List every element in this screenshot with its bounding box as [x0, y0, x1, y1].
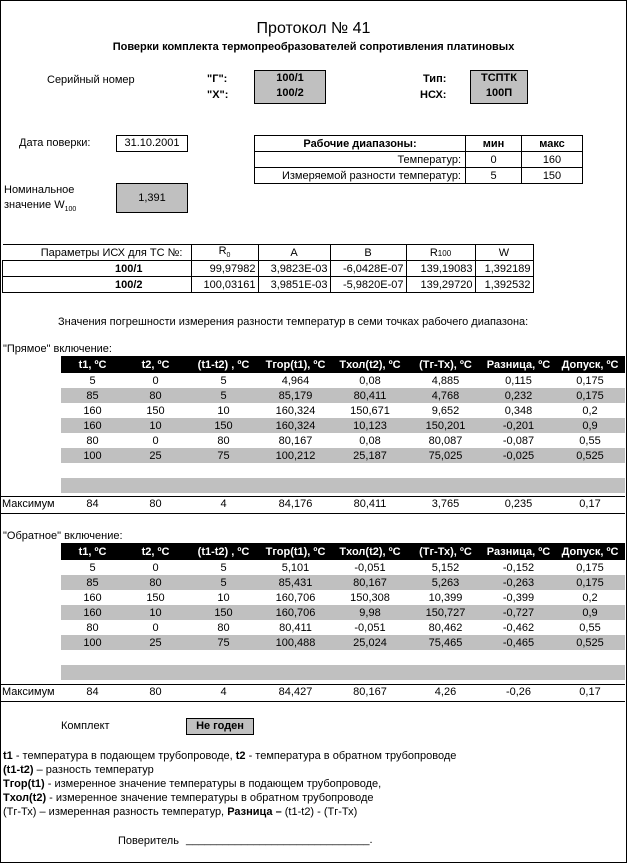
cell: 10,399	[428, 591, 463, 604]
cell: 4,768	[409, 388, 482, 403]
cell: 5	[220, 561, 227, 574]
page-title: Протокол № 41	[256, 20, 371, 37]
cell: -0,462	[502, 621, 535, 634]
cell: 0,2	[582, 591, 598, 604]
legend-text: (t1-t2) - (Тг-Тх)	[281, 806, 358, 818]
direct-h-diff: (t1-t2) , ºC	[187, 356, 260, 373]
direct-h-tgor: Tгор(t1), ºC	[260, 356, 331, 373]
ranges-max-header: макс	[522, 136, 583, 152]
cell: 75,025	[409, 448, 482, 463]
cell: 0,2	[582, 404, 598, 417]
legend-text: - измеренное значение температуры в подающем трубопроводе,	[44, 778, 382, 790]
cell: -0,26	[505, 686, 532, 698]
legend-text: – разность температур	[33, 764, 154, 776]
ranges-table	[254, 135, 583, 184]
serial-label: Серийный номер	[47, 74, 135, 86]
cell: 100	[61, 448, 124, 463]
page-subtitle: Поверки комплекта термопреобразователей сопротивления платиновых	[112, 41, 515, 53]
cell: 25,187	[331, 448, 409, 463]
cell: -0,087	[502, 434, 535, 447]
cell: 5	[187, 388, 260, 403]
params-h-r0-sub: 0	[226, 252, 231, 260]
cell: 160	[83, 591, 102, 604]
cell: 80	[217, 621, 230, 634]
table-row	[61, 635, 625, 650]
params-h-r0-text: R	[218, 245, 227, 258]
range-min-diff: 5	[466, 168, 522, 184]
params-h-r100	[406, 245, 475, 261]
cell: 0,525	[555, 635, 625, 650]
cell: 9,98	[331, 605, 409, 620]
reverse-header-row	[61, 543, 625, 560]
cell: 5,263	[409, 575, 482, 590]
table-row	[61, 388, 625, 403]
cell: 80,087	[428, 434, 463, 447]
reverse-h-tgtx: (Тг-Тх), ºC	[409, 543, 482, 560]
reverse-h-diff: (t1-t2) , ºC	[187, 543, 260, 560]
cell: 80	[149, 498, 162, 510]
cell: 0,175	[555, 388, 625, 403]
legend-line-1	[3, 750, 456, 762]
cell: 100,488	[260, 635, 331, 650]
verifier-label: Поверитель	[118, 835, 179, 847]
legend-term: Tхол(t2)	[3, 792, 47, 804]
cell: 0,175	[576, 561, 604, 574]
cell: 10	[217, 404, 230, 417]
cell: 0,175	[555, 575, 625, 590]
cell: 80	[217, 434, 230, 447]
range-max-temp: 160	[522, 152, 583, 168]
cell: -0,051	[354, 621, 386, 634]
ranges-header: Рабочие диапазоны:	[255, 136, 466, 152]
cell: 0,9	[555, 418, 625, 433]
cell: 80,411	[331, 388, 409, 403]
legend-line-4	[3, 792, 374, 804]
table-row-empty	[61, 463, 625, 478]
cell: -0,727	[482, 605, 555, 620]
legend-term: t2	[235, 750, 246, 762]
table-row	[61, 620, 625, 635]
reverse-h-raznica: Разница, ºC	[482, 543, 555, 560]
cell: 0	[152, 561, 159, 574]
date-label: Дата поверки:	[19, 137, 91, 149]
cell: 80,167	[278, 434, 313, 447]
cell: -0,465	[482, 635, 555, 650]
serial-g-label: "Г":	[207, 73, 228, 85]
cell: 25,024	[331, 635, 409, 650]
legend-text: - температура в подающем трубопроводе,	[12, 750, 236, 762]
range-label-diff: Измеряемой разности температур:	[255, 168, 466, 184]
nsh-value: 100П	[485, 87, 513, 99]
reverse-h-tgor: Tгор(t1), ºC	[260, 543, 331, 560]
params-row2-b: -5,9820E-07	[330, 277, 406, 293]
cell: 0,17	[579, 686, 601, 698]
cell: 160,324	[260, 418, 331, 433]
params-h-a: A	[258, 245, 330, 261]
cell: 0,55	[579, 434, 601, 447]
reverse-max-label: Максимум	[2, 686, 55, 698]
cell: 4,26	[434, 686, 457, 698]
cell: 5	[187, 575, 260, 590]
cell: 10,123	[331, 418, 409, 433]
cell: -0,152	[502, 561, 535, 574]
params-table	[2, 244, 534, 293]
table-row-empty	[61, 478, 625, 493]
cell: 80,411	[279, 621, 312, 634]
legend-text: (Тг-Тх) – измеренная разность температур,	[3, 806, 228, 818]
cell: 84	[86, 686, 99, 698]
table-row	[61, 418, 625, 433]
cell: -0,025	[482, 448, 555, 463]
cell: 0,55	[579, 621, 601, 634]
serial-x-label: "Х":	[207, 89, 229, 101]
cell: 150	[146, 404, 165, 417]
reverse-max-row	[0, 684, 625, 702]
type-label: Тип:	[423, 73, 447, 85]
params-h-r0	[191, 245, 258, 261]
direct-table	[61, 356, 625, 493]
komplekt-status-badge: Не годен	[186, 718, 254, 735]
cell: 4,885	[431, 374, 460, 387]
cell: 160	[61, 605, 124, 620]
reverse-label: "Обратное" включение:	[3, 530, 123, 542]
cell: 160,706	[260, 605, 331, 620]
cell: 160,324	[275, 404, 316, 417]
cell: 160	[61, 418, 124, 433]
cell: 80	[149, 686, 162, 698]
cell: 5	[89, 374, 96, 387]
legend-text: - измеренное значение температуры в обратном трубопроводе	[46, 792, 374, 804]
legend-line-2	[3, 764, 154, 776]
params-row1-a: 3,9823E-03	[258, 261, 330, 277]
direct-h-thol: Tхол(t2), ºC	[331, 356, 409, 373]
cell: 85,431	[260, 575, 331, 590]
serial-x-value: 100/2	[276, 87, 304, 99]
params-row2-w: 1,392532	[475, 277, 533, 293]
cell: 80,411	[353, 498, 387, 510]
cell: 0	[152, 621, 159, 634]
table-row	[61, 605, 625, 620]
cell: 0,525	[555, 448, 625, 463]
serial-values-box	[254, 70, 326, 104]
cell: 0,348	[504, 404, 533, 417]
cell: 80	[124, 575, 187, 590]
cell: 100	[61, 635, 124, 650]
table-row-empty	[61, 650, 625, 665]
cell: 150	[146, 591, 165, 604]
params-h-r100-sub: 100	[437, 248, 452, 258]
cell: 0,08	[359, 434, 381, 447]
legend-term: t1	[3, 750, 13, 762]
cell: 84,427	[278, 686, 313, 698]
cell: 80	[86, 434, 99, 447]
legend-term: Tгор(t1)	[3, 778, 45, 790]
cell: 150,671	[350, 404, 390, 417]
cell: 80,462	[428, 621, 463, 634]
cell: 4,964	[281, 374, 310, 387]
range-min-temp: 0	[466, 152, 522, 168]
cell: 75,465	[409, 635, 482, 650]
params-row1-r100: 139,19083	[406, 261, 475, 277]
cell: 150,727	[409, 605, 482, 620]
cell: 160	[83, 404, 102, 417]
reverse-h-thol: Tхол(t2), ºC	[331, 543, 409, 560]
table-row	[61, 403, 625, 418]
direct-h-t1: t1, ºC	[61, 356, 124, 373]
cell: 84,176	[278, 498, 313, 510]
cell: -0,399	[502, 591, 535, 604]
direct-h-dopusk: Допуск, ºC	[555, 356, 625, 373]
reverse-table	[61, 543, 625, 680]
cell: 10	[124, 605, 187, 620]
cell: 25	[124, 635, 187, 650]
direct-max-label: Максимум	[2, 498, 55, 510]
cell: 5,101	[281, 561, 310, 574]
direct-h-t2: t2, ºC	[124, 356, 187, 373]
params-h-r100-text: R	[429, 246, 438, 259]
params-label: Параметры ИСХ для ТС №:	[40, 246, 183, 259]
cell: 10	[124, 418, 187, 433]
cell: 85,179	[260, 388, 331, 403]
cell: 0,115	[505, 374, 532, 387]
cell: -0,051	[354, 561, 386, 574]
cell: 0,235	[504, 498, 533, 510]
reverse-h-t2: t2, ºC	[124, 543, 187, 560]
cell: -0,201	[482, 418, 555, 433]
cell: 75	[187, 448, 260, 463]
cell: 150	[187, 605, 260, 620]
cell: 84	[86, 498, 99, 510]
cell: 80,167	[353, 686, 387, 698]
komplekt-label: Комплект	[61, 720, 110, 732]
cell: 25	[124, 448, 187, 463]
cell: 0,08	[359, 374, 381, 387]
table-row-empty	[61, 665, 625, 680]
direct-h-raznica: Разница, ºC	[482, 356, 555, 373]
cell: 4	[220, 498, 227, 510]
cell: 80	[86, 621, 99, 634]
cell: 10	[217, 591, 230, 604]
nsh-label: НСХ:	[420, 89, 447, 101]
direct-header-row	[61, 356, 625, 373]
nominal-label-line1: Номинальное	[4, 184, 75, 196]
table-row	[61, 575, 625, 590]
cell: 5,152	[431, 561, 460, 574]
serial-g-value: 100/1	[276, 72, 304, 84]
cell: 150	[187, 418, 260, 433]
cell: 80,167	[331, 575, 409, 590]
params-row2-r0: 100,03161	[191, 277, 258, 293]
table-row	[61, 560, 625, 575]
table-row	[61, 590, 625, 605]
cell: 150,201	[409, 418, 482, 433]
table-row	[61, 448, 625, 463]
cell: 9,652	[431, 404, 460, 417]
direct-h-tgtx: (Тг-Тх), ºC	[409, 356, 482, 373]
date-value: 31.10.2001	[116, 135, 188, 152]
cell: 0	[152, 434, 159, 447]
legend-line-5	[3, 806, 357, 818]
reverse-h-t1: t1, ºC	[61, 543, 124, 560]
cell: 0,232	[482, 388, 555, 403]
nominal-label-line2	[4, 199, 76, 213]
cell: 85	[61, 388, 124, 403]
cell: 160,706	[275, 591, 316, 604]
legend-term: (t1-t2)	[3, 764, 34, 776]
cell: 100,212	[260, 448, 331, 463]
cell: 80	[124, 388, 187, 403]
params-h-b: B	[330, 245, 406, 261]
cell: 3,765	[431, 498, 460, 510]
params-row1-r0: 99,97982	[191, 261, 258, 277]
params-row2-id: 100/2	[3, 277, 192, 293]
table-row	[61, 433, 625, 448]
params-row1-id: 100/1	[3, 261, 192, 277]
type-value: ТСПТК	[480, 72, 517, 84]
legend-line-3	[3, 778, 381, 790]
cell: 4	[220, 686, 227, 698]
legend-term: Разница –	[227, 806, 282, 818]
cell: 0,175	[576, 374, 604, 387]
cell: -0,263	[482, 575, 555, 590]
params-row2-r100: 139,29720	[406, 277, 475, 293]
cell: 5	[89, 561, 96, 574]
nominal-value: 1,391	[116, 183, 188, 213]
direct-max-row	[0, 496, 625, 514]
errors-note: Значения погрешности измерения разности температур в семи точках рабочего диапазона:	[58, 316, 529, 328]
cell: 75	[187, 635, 260, 650]
nominal-label-sub: 100	[64, 206, 77, 214]
cell: 0,17	[579, 498, 601, 510]
cell: 0,9	[555, 605, 625, 620]
reverse-h-dopusk: Допуск, ºC	[555, 543, 625, 560]
params-row1-b: -6,0428E-07	[330, 261, 406, 277]
range-max-diff: 150	[522, 168, 583, 184]
legend-text: - температура в обратном трубопроводе	[245, 750, 457, 762]
cell: 5	[220, 374, 227, 387]
nominal-label-text: значение W	[4, 199, 65, 211]
ranges-min-header: мин	[466, 136, 522, 152]
params-row2-a: 3,9851E-03	[258, 277, 330, 293]
cell: 85	[61, 575, 124, 590]
table-row	[61, 373, 625, 388]
verifier-signature-line: ______________________________.	[186, 834, 373, 846]
params-row1-w: 1,392189	[475, 261, 533, 277]
type-nsh-box	[470, 70, 528, 104]
cell: 150,308	[350, 591, 390, 604]
cell: 0	[152, 374, 159, 387]
params-h-w: W	[475, 245, 533, 261]
direct-label: "Прямое" включение:	[3, 343, 112, 355]
range-label-temp: Температур:	[255, 152, 466, 168]
